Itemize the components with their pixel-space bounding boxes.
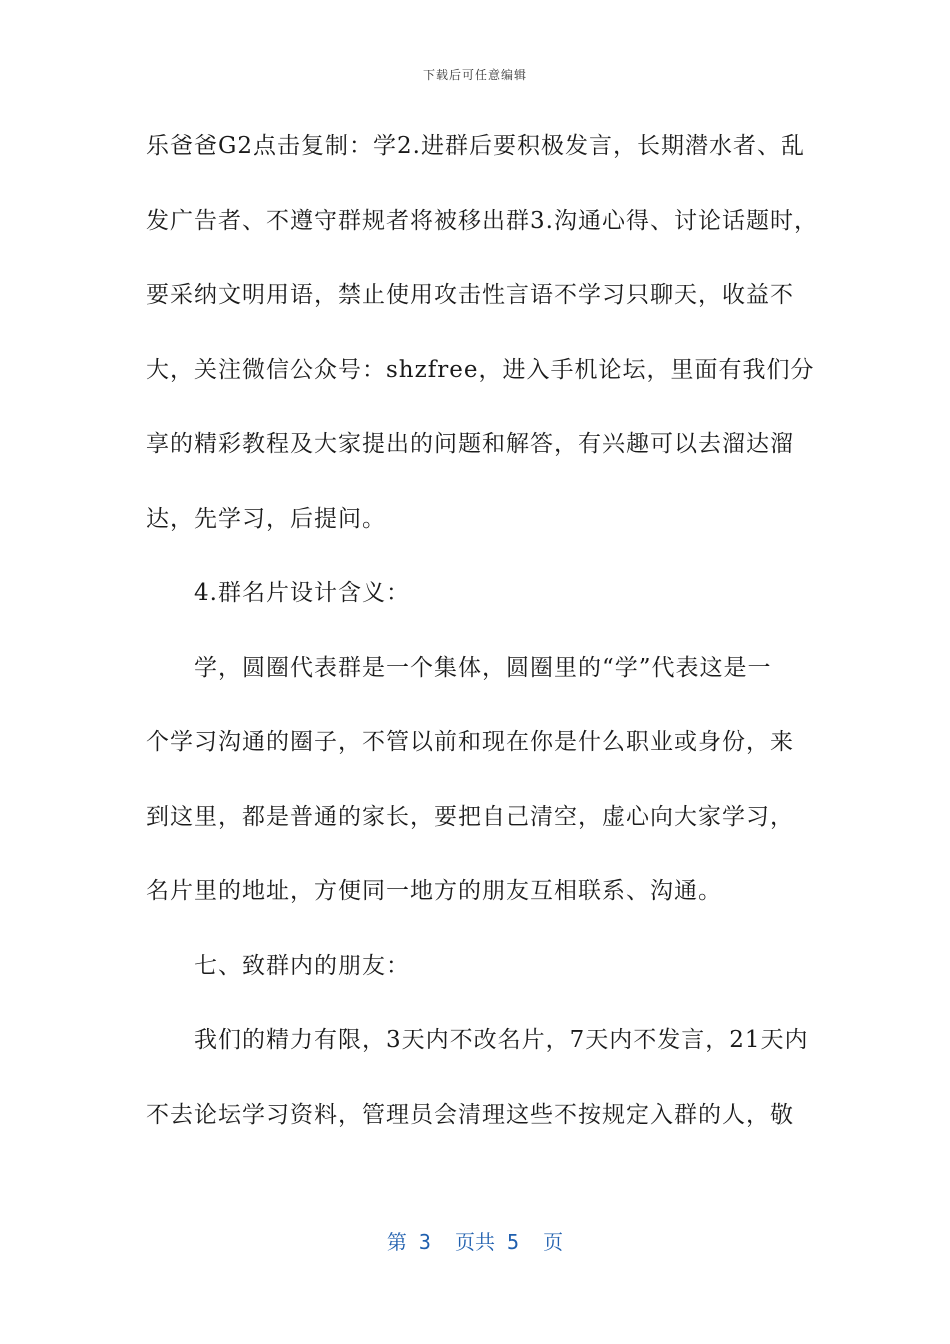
section-heading: 七、致群内的朋友： (194, 952, 410, 979)
text-line: 不去论坛学习资料，管理员会清理这些不按规定入群的人，敬 (146, 1101, 794, 1128)
text-line: 发广告者、不遵守群规者将被移出群3.沟通心得、讨论话题时， (146, 207, 818, 234)
text-line: 到这里，都是普通的家长，要把自己清空，虚心向大家学习， (146, 803, 794, 830)
text-line: 达，先学习，后提问。 (146, 505, 386, 532)
text-line: 名片里的地址，方便同一地方的朋友互相联系、沟通。 (146, 878, 722, 904)
page-number: 第 3 页共 5 页 (386, 1230, 564, 1254)
text-line: 大，关注微信公众号：shzfree，进入手机论坛，里面有我们分 (146, 356, 815, 383)
document-body (146, 124, 818, 1167)
section-heading: 4.群名片设计含义： (194, 580, 410, 606)
header-note: 下载后可任意编辑 (422, 68, 527, 82)
text-line: 要采纳文明用语，禁止使用攻击性言语不学习只聊天，收益不 (146, 282, 794, 308)
text-line: 乐爸爸G2点击复制：学2.进群后要积极发言，长期潜水者、乱 (146, 133, 805, 159)
text-line: 个学习沟通的圈子，不管以前和现在你是什么职业或身份，来 (146, 729, 794, 755)
text-line: 学，圆圈代表群是一个集体，圆圈里的“学”代表这是一 (194, 654, 772, 681)
text-line: 享的精彩教程及大家提出的问题和解答，有兴趣可以去溜达溜 (146, 431, 794, 457)
text-line: 我们的精力有限，3天内不改名片，7天内不发言，21天内 (194, 1027, 809, 1053)
